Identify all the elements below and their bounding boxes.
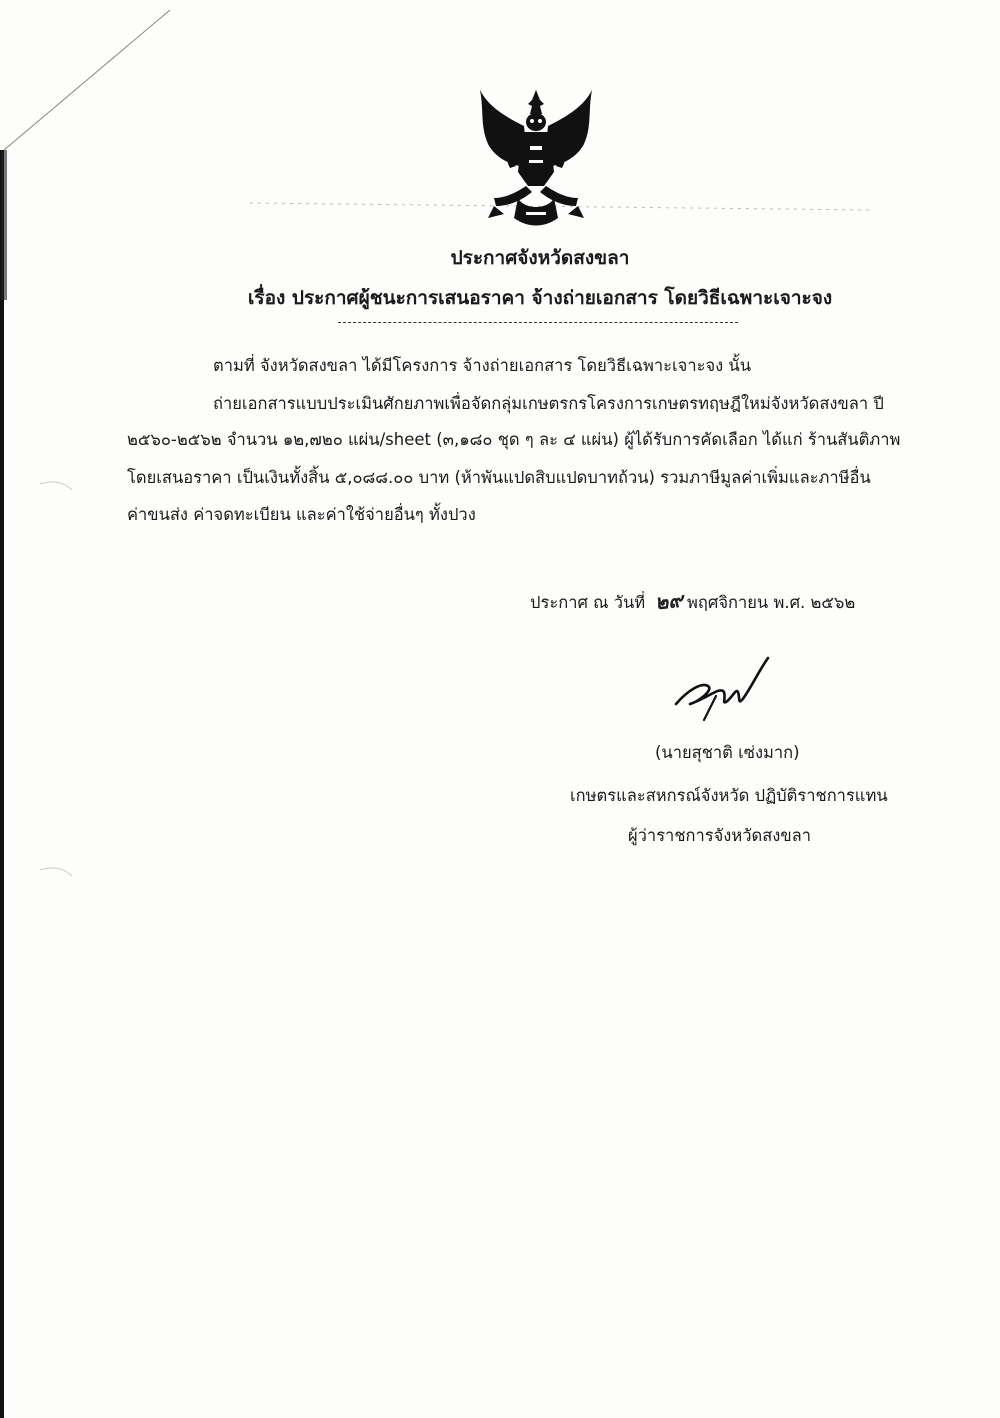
document-subject: เรื่อง ประกาศผู้ชนะการเสนอราคา จ้างถ่ายเอกสาร โดยวิธีเฉพาะเจาะจง — [247, 287, 833, 309]
announcement-date-prefix: ประกาศ ณ วันที่ — [530, 593, 646, 612]
signatory-position-authority: ผู้ว่าราชการจังหวัดสงขลา — [628, 826, 812, 845]
body-line-3: ๒๕๖๐-๒๕๖๒ จำนวน ๑๒,๗๒๐ แผ่น/sheet (๓,๑๘๐ ชุด ๆ ละ ๔ แผ่น) ผู้ได้รับการคัดเลือก ได้แก่ ร้านสันติภาพ — [127, 430, 901, 449]
body-line-1: ตามที่ จังหวัดสงขลา ได้มีโครงการ จ้างถ่ายเอกสาร โดยวิธีเฉพาะเจาะจง นั้น — [213, 356, 751, 375]
announcement-day-handwritten: ๒๙ — [653, 587, 685, 615]
garuda-emblem-icon — [474, 86, 598, 232]
signatory-position: เกษตรและสหกรณ์จังหวัด ปฏิบัติราชการแทน — [570, 786, 888, 805]
handwritten-signature — [668, 652, 778, 722]
signatory-name: (นายสุชาติ เซ่งมาก) — [655, 743, 800, 762]
body-line-5: ค่าขนส่ง ค่าจดทะเบียน และค่าใช้จ่ายอื่นๆ ทั้งปวง — [127, 505, 476, 524]
announcement-date — [530, 585, 855, 617]
header-divider — [338, 322, 738, 323]
document-title: ประกาศจังหวัดสงขลา — [450, 247, 630, 269]
body-line-2: ถ่ายเอกสารแบบประเมินศักยภาพเพื่อจัดกลุ่มเกษตรกรโครงการเกษตรทฤษฎีใหม่จังหวัดสงขลา ปี — [213, 394, 884, 413]
announcement-month-year: พฤศจิกายน พ.ศ. ๒๕๖๒ — [687, 593, 856, 612]
body-line-4: โดยเสนอราคา เป็นเงินทั้งสิ้น ๕,๐๘๘.๐๐ บาท (ห้าพันแปดสิบแปดบาทถ้วน) รวมภาษีมูลค่าเพิ่มและภาษีอื่น — [127, 468, 871, 487]
